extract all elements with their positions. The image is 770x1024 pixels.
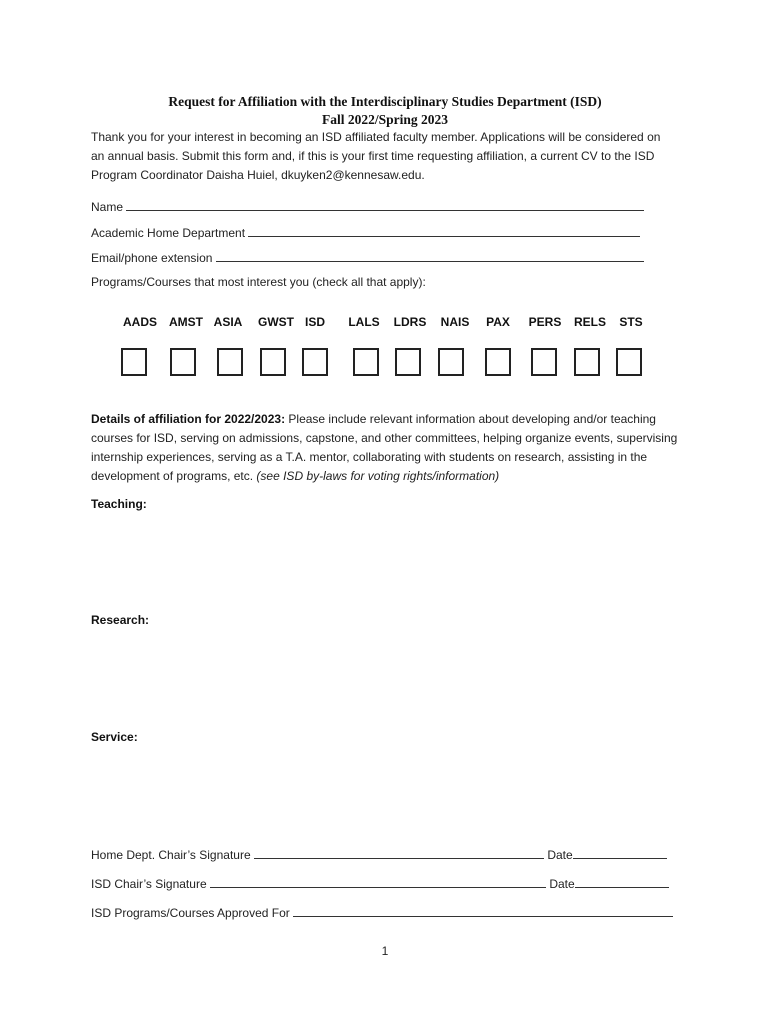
email-line[interactable] (216, 249, 644, 262)
home-chair-date-label: Date (547, 848, 573, 862)
checkbox-amst[interactable] (170, 348, 196, 376)
checkbox-ldrs[interactable] (395, 348, 421, 376)
email-label: Email/phone extension (91, 251, 213, 265)
email-field[interactable] (91, 249, 681, 265)
service-heading: Service: (91, 730, 138, 744)
programs-prompt: Programs/Courses that most interest you (check all that apply): (91, 275, 426, 289)
checkbox-lals[interactable] (353, 348, 379, 376)
program-label-gwst: GWST (258, 315, 294, 329)
checkbox-asia[interactable] (217, 348, 243, 376)
isd-chair-date-label: Date (549, 877, 575, 891)
name-line[interactable] (126, 198, 644, 211)
department-field[interactable] (91, 224, 681, 240)
form-title: Request for Affiliation with the Interdisciplinary Studies Department (ISD) (168, 94, 602, 109)
service-area[interactable] (91, 750, 681, 830)
program-label-amst: AMST (169, 315, 203, 329)
research-heading: Research: (91, 613, 150, 627)
approved-label: ISD Programs/Courses Approved For (91, 906, 290, 920)
program-label-isd: ISD (304, 315, 325, 329)
isd-chair-signature-label: ISD Chair’s Signature (91, 877, 207, 891)
intro-paragraph: Thank you for your interest in becoming an ISD affiliated faculty member. Applications will be considered on an annual basis. Submit this form and, if this is your first time requesting affiliation, a current CV to the ISD Program Coordinator Daisha Huiel, dkuyken2@kennesaw.edu. (91, 130, 661, 182)
department-line[interactable] (248, 224, 640, 237)
program-label-ldrs: LDRS (393, 315, 427, 329)
program-label-pers: PERS (528, 315, 562, 329)
checkbox-pers[interactable] (531, 348, 557, 376)
checkbox-rels[interactable] (574, 348, 600, 376)
program-label-rels: RELS (573, 315, 606, 329)
approved-row (91, 904, 691, 920)
details-lead: Details of affiliation for 2022/2023: (91, 412, 286, 426)
page-number: 1 (381, 944, 389, 958)
program-label-asia: ASIA (213, 315, 243, 329)
home-chair-signature-line[interactable] (254, 846, 544, 859)
program-label-nais: NAIS (440, 315, 470, 329)
home-chair-date-line[interactable] (573, 846, 667, 859)
details-body: Please include relevant information about developing and/or teaching courses for ISD, serving on admissions, capstone, and other committees, helping organize events, supervising internship experiences, serving as a T.A. mentor, collaborating with students on research, assisting in the development of programs, etc. (91, 412, 678, 483)
checkbox-aads[interactable] (121, 348, 147, 376)
home-chair-signature-row (91, 846, 691, 862)
checkbox-sts[interactable] (616, 348, 642, 376)
home-chair-signature-label: Home Dept. Chair’s Signature (91, 848, 251, 862)
department-label: Academic Home Department (91, 226, 246, 240)
checkbox-pax[interactable] (485, 348, 511, 376)
name-label: Name (91, 200, 124, 214)
checkbox-gwst[interactable] (260, 348, 286, 376)
isd-chair-signature-row (91, 875, 691, 891)
isd-chair-date-line[interactable] (575, 875, 669, 888)
teaching-area[interactable] (91, 517, 681, 597)
program-label-lals: LALS (348, 315, 380, 329)
details-note: (see ISD by-laws for voting rights/information) (256, 469, 500, 483)
research-area[interactable] (91, 633, 681, 713)
teaching-heading: Teaching: (91, 497, 147, 511)
form-term: Fall 2022/Spring 2023 (321, 112, 448, 127)
approved-line[interactable] (293, 904, 673, 917)
name-field[interactable] (91, 198, 681, 214)
checkbox-nais[interactable] (438, 348, 464, 376)
checkbox-isd[interactable] (302, 348, 328, 376)
details-paragraph (91, 410, 681, 486)
isd-chair-signature-line[interactable] (210, 875, 546, 888)
program-label-pax: PAX (486, 315, 510, 329)
program-label-sts: STS (619, 315, 643, 329)
program-label-aads: AADS (122, 315, 157, 329)
